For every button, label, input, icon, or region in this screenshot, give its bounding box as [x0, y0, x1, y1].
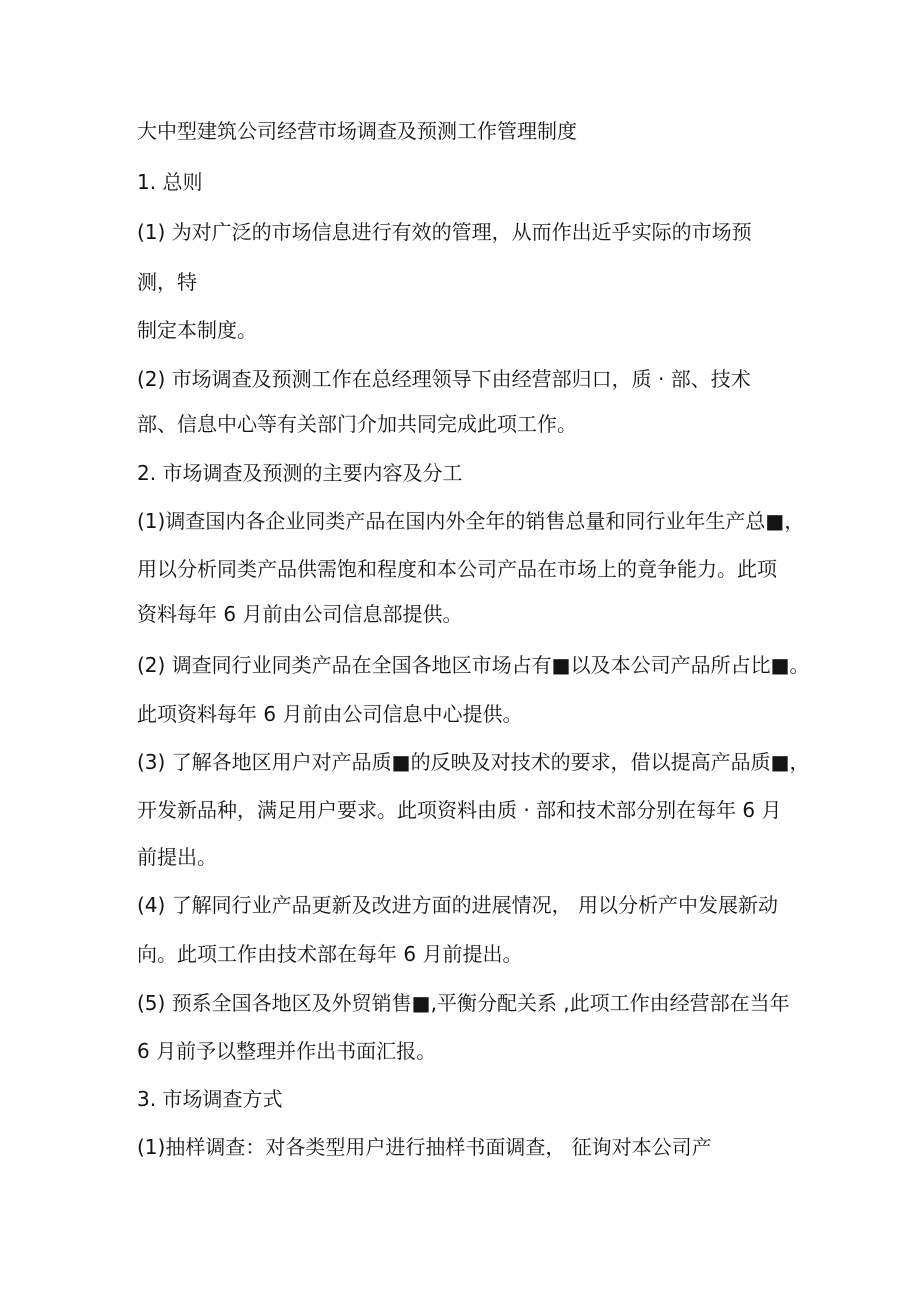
paragraph-line: 向。此项工作由技术部在每年 6 月前提出。 — [137, 942, 523, 966]
paragraph-line: (3) 了解各地区用户对产品质■的反映及对技术的要求，借以提高产品质■， — [137, 750, 810, 774]
paragraph-line: (1) 为对广泛的市场信息进行有效的管理，从而作出近乎实际的市场预 — [137, 220, 752, 244]
paragraph-line: 资料每年 6 月前由公司信息部提供。 — [137, 602, 463, 626]
paragraph-line: 用以分析同类产品供需饱和程度和本公司产品在市场上的竟争能力。此项 — [137, 557, 777, 581]
section-heading: 2. 市场调查及预测的主要内容及分工 — [137, 461, 463, 485]
paragraph-line: (1)调查国内各企业同类产品在国内外全年的销售总量和同行业年生产总■， — [137, 509, 805, 533]
paragraph-line: 前提出。 — [137, 845, 217, 869]
paragraph-line: (5) 预系全国各地区及外贸销售■,平衡分配关系 ,此项工作由经营部在当年 — [137, 991, 790, 1015]
section-heading: 1. 总则 — [137, 170, 203, 194]
paragraph-line: 此项资料每年 6 月前由公司信息中心提供。 — [137, 702, 523, 726]
paragraph-line: 6 月前予以整理并作出书面汇报。 — [137, 1039, 437, 1063]
paragraph-line: 开发新品种，满足用户要求。此项资料由质 · 部和技术部分别在每年 6 月 — [137, 798, 782, 822]
paragraph-line: (4) 了解同行业产品更新及改进方面的进展情况， 用以分析产中发展新动 — [137, 893, 779, 917]
paragraph-line: (1)抽样调查：对各类型用户进行抽样书面调查， 征询对本公司产 — [137, 1135, 712, 1159]
paragraph-line: 测，特 — [137, 270, 197, 294]
document-title: 大中型建筑公司经营市场调查及预测工作管理制度 — [137, 119, 577, 143]
paragraph-line: 部、信息中心等有关部门介加共同完成此项工作。 — [137, 412, 577, 436]
paragraph-line: (2) 市场调查及预测工作在总经理领导下由经营部归口，质 · 部、技术 — [137, 367, 751, 391]
paragraph-line: (2) 调查同行业同类产品在全国各地区市场占有■以及本公司产品所占比■。 — [137, 653, 810, 677]
paragraph-line: 制定本制度。 — [137, 318, 257, 342]
section-heading: 3. 市场调查方式 — [137, 1087, 283, 1111]
